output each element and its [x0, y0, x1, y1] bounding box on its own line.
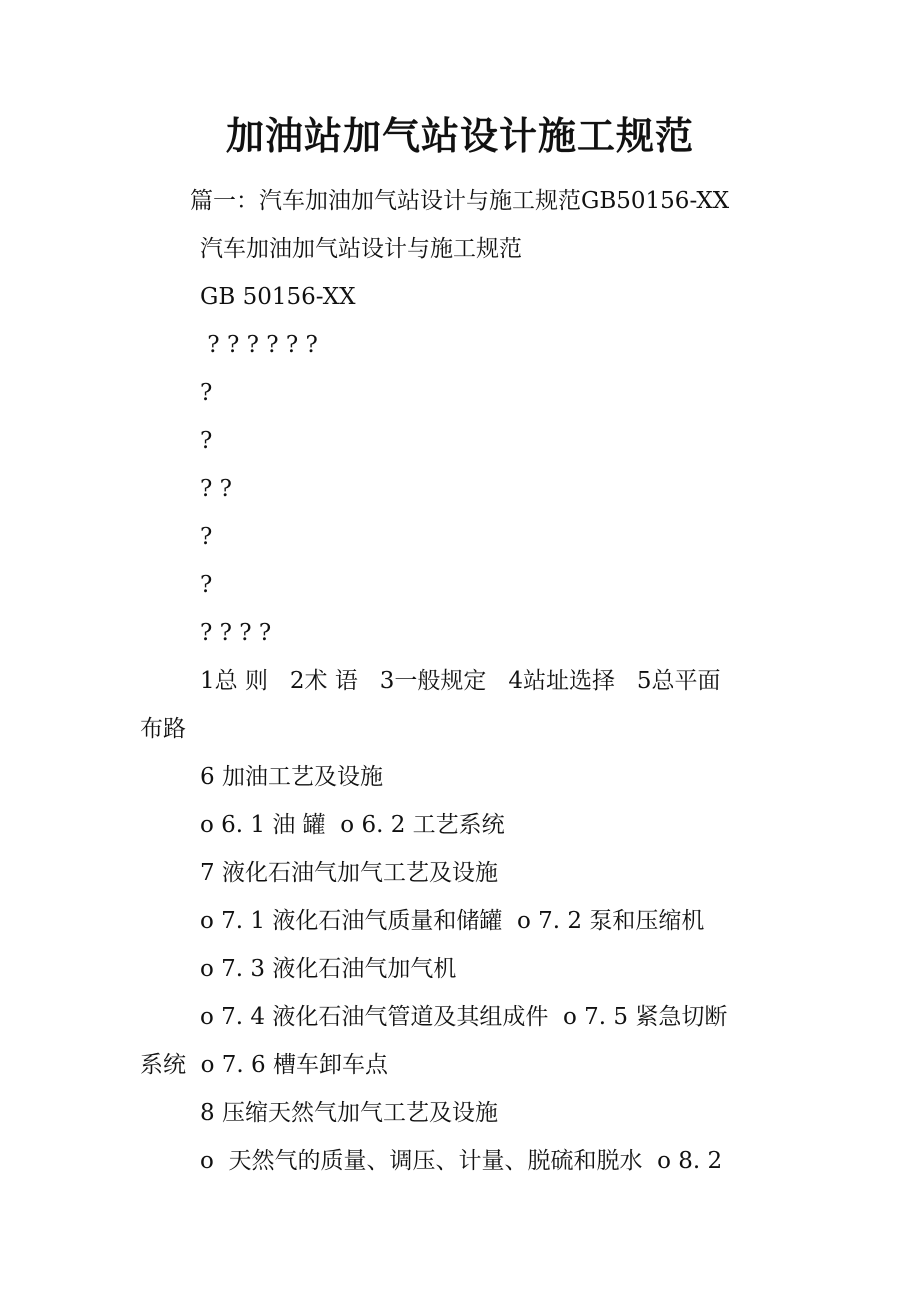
- text-line: 布路: [140, 716, 186, 742]
- text-line: o 天然气的质量、调压、计量、脱硫和脱水 o 8. 2: [200, 1148, 723, 1174]
- text-line: ? ?: [200, 476, 232, 502]
- text-line: o 7. 4 液化石油气管道及其组成件 o 7. 5 紧急切断: [200, 1004, 728, 1030]
- text-line: 篇一：汽车加油加气站设计与施工规范GB50156-XX: [190, 188, 730, 214]
- text-line: 7 液化石油气加气工艺及设施: [200, 860, 498, 886]
- text-line: ? ? ? ?: [200, 620, 272, 646]
- text-line: ?: [200, 428, 213, 454]
- text-line: 6 加油工艺及设施: [200, 764, 383, 790]
- text-line: 1总 则 2术 语 3一般规定 4站址选择 5总平面: [200, 668, 721, 694]
- text-line: 汽车加油加气站设计与施工规范: [200, 236, 522, 262]
- text-line: ?: [200, 380, 213, 406]
- text-line: o 7. 1 液化石油气质量和储罐 o 7. 2 泵和压缩机: [200, 908, 705, 934]
- text-line: ?: [200, 572, 213, 598]
- text-line: ? ? ? ? ? ?: [200, 332, 318, 358]
- text-line: o 7. 3 液化石油气加气机: [200, 956, 457, 982]
- text-line: 8 压缩天然气加气工艺及设施: [200, 1100, 498, 1126]
- text-line: 系统 o 7. 6 槽车卸车点: [140, 1052, 388, 1078]
- document-title: 加油站加气站设计施工规范: [225, 113, 694, 158]
- text-line: ?: [200, 524, 213, 550]
- text-line: o 6. 1 油 罐 o 6. 2 工艺系统: [200, 812, 505, 838]
- text-line: GB 50156-XX: [200, 284, 356, 310]
